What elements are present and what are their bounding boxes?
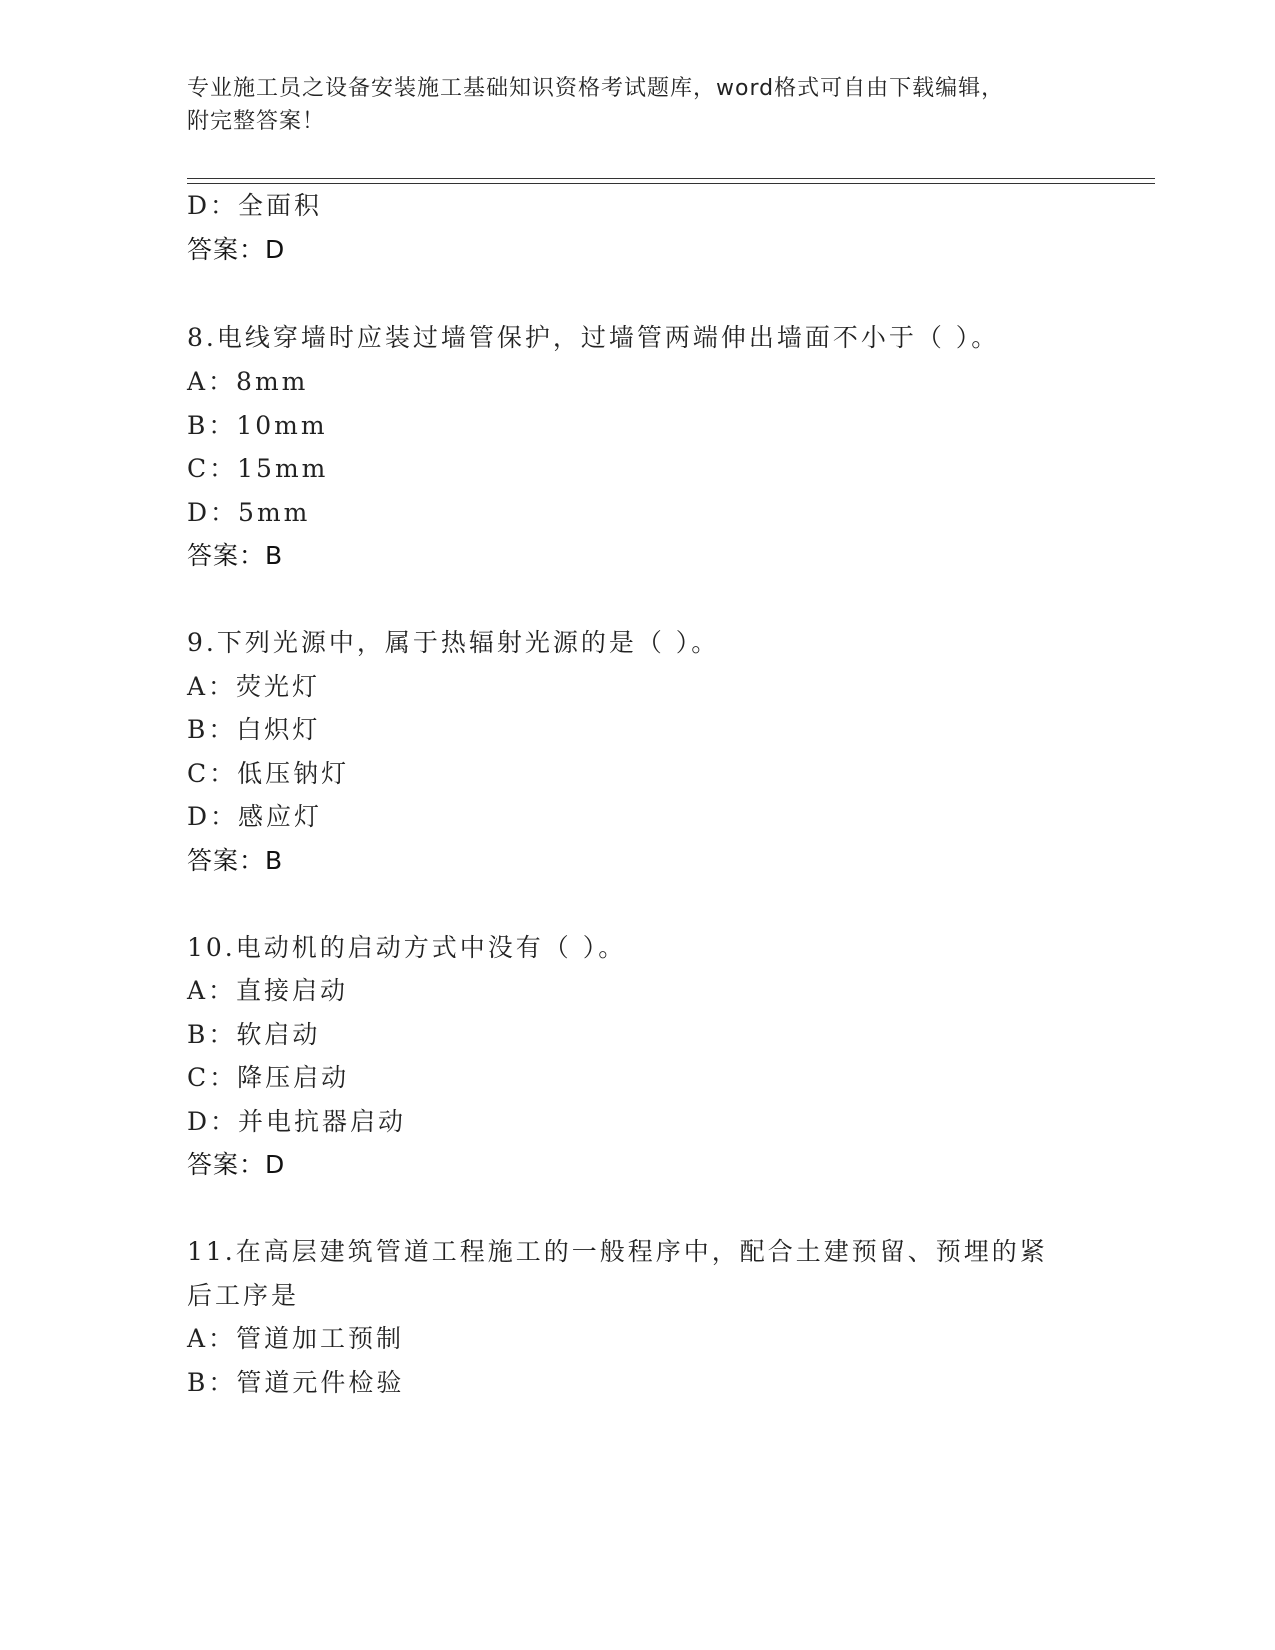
question-10-option-c: C：降压启动 xyxy=(187,1063,350,1092)
question-11-option-b: B：管道元件检验 xyxy=(187,1368,405,1397)
header-divider-top xyxy=(187,178,1155,179)
prev-option-d: D：全面积 xyxy=(187,191,323,220)
question-11-option-a: A：管道加工预制 xyxy=(187,1324,405,1353)
question-9-stem: 9.下列光源中，属于热辐射光源的是（ ）。 xyxy=(187,628,720,657)
question-10-stem: 10.电动机的启动方式中没有（ ）。 xyxy=(187,933,627,962)
header-line-1: 专业施工员之设备安装施工基础知识资格考试题库，word格式可自由下载编辑， xyxy=(187,76,1005,101)
header-line-2: 附完整答案！ xyxy=(187,109,326,134)
question-8-option-a: A：8mm xyxy=(187,367,309,396)
question-10-option-a: A：直接启动 xyxy=(187,976,349,1005)
question-8-stem: 8.电线穿墙时应装过墙管保护，过墙管两端伸出墙面不小于（ ）。 xyxy=(187,323,1000,352)
question-9-option-b: B：白炽灯 xyxy=(187,715,321,744)
question-8-option-b: B：10mm xyxy=(187,411,328,440)
question-10-option-b: B：软启动 xyxy=(187,1020,321,1049)
question-8-answer: 答案：B xyxy=(187,541,284,570)
header-divider-bottom xyxy=(187,183,1155,184)
question-8-option-d: D：5mm xyxy=(187,498,311,527)
question-8-option-c: C：15mm xyxy=(187,454,329,483)
question-9-option-a: A：荧光灯 xyxy=(187,672,321,701)
question-10-answer: 答案：D xyxy=(187,1150,286,1179)
question-9-option-d: D：感应灯 xyxy=(187,802,323,831)
document-header xyxy=(187,72,1067,138)
question-11-stem-line-1: 11.在高层建筑管道工程施工的一般程序中，配合土建预留、预埋的紧 xyxy=(187,1237,1048,1266)
question-10-option-d: D：并电抗器启动 xyxy=(187,1107,407,1136)
prev-answer: 答案：D xyxy=(187,235,286,264)
question-11-stem-line-2: 后工序是 xyxy=(187,1281,300,1310)
question-9-answer: 答案：B xyxy=(187,846,284,875)
question-9-option-c: C：低压钠灯 xyxy=(187,759,350,788)
